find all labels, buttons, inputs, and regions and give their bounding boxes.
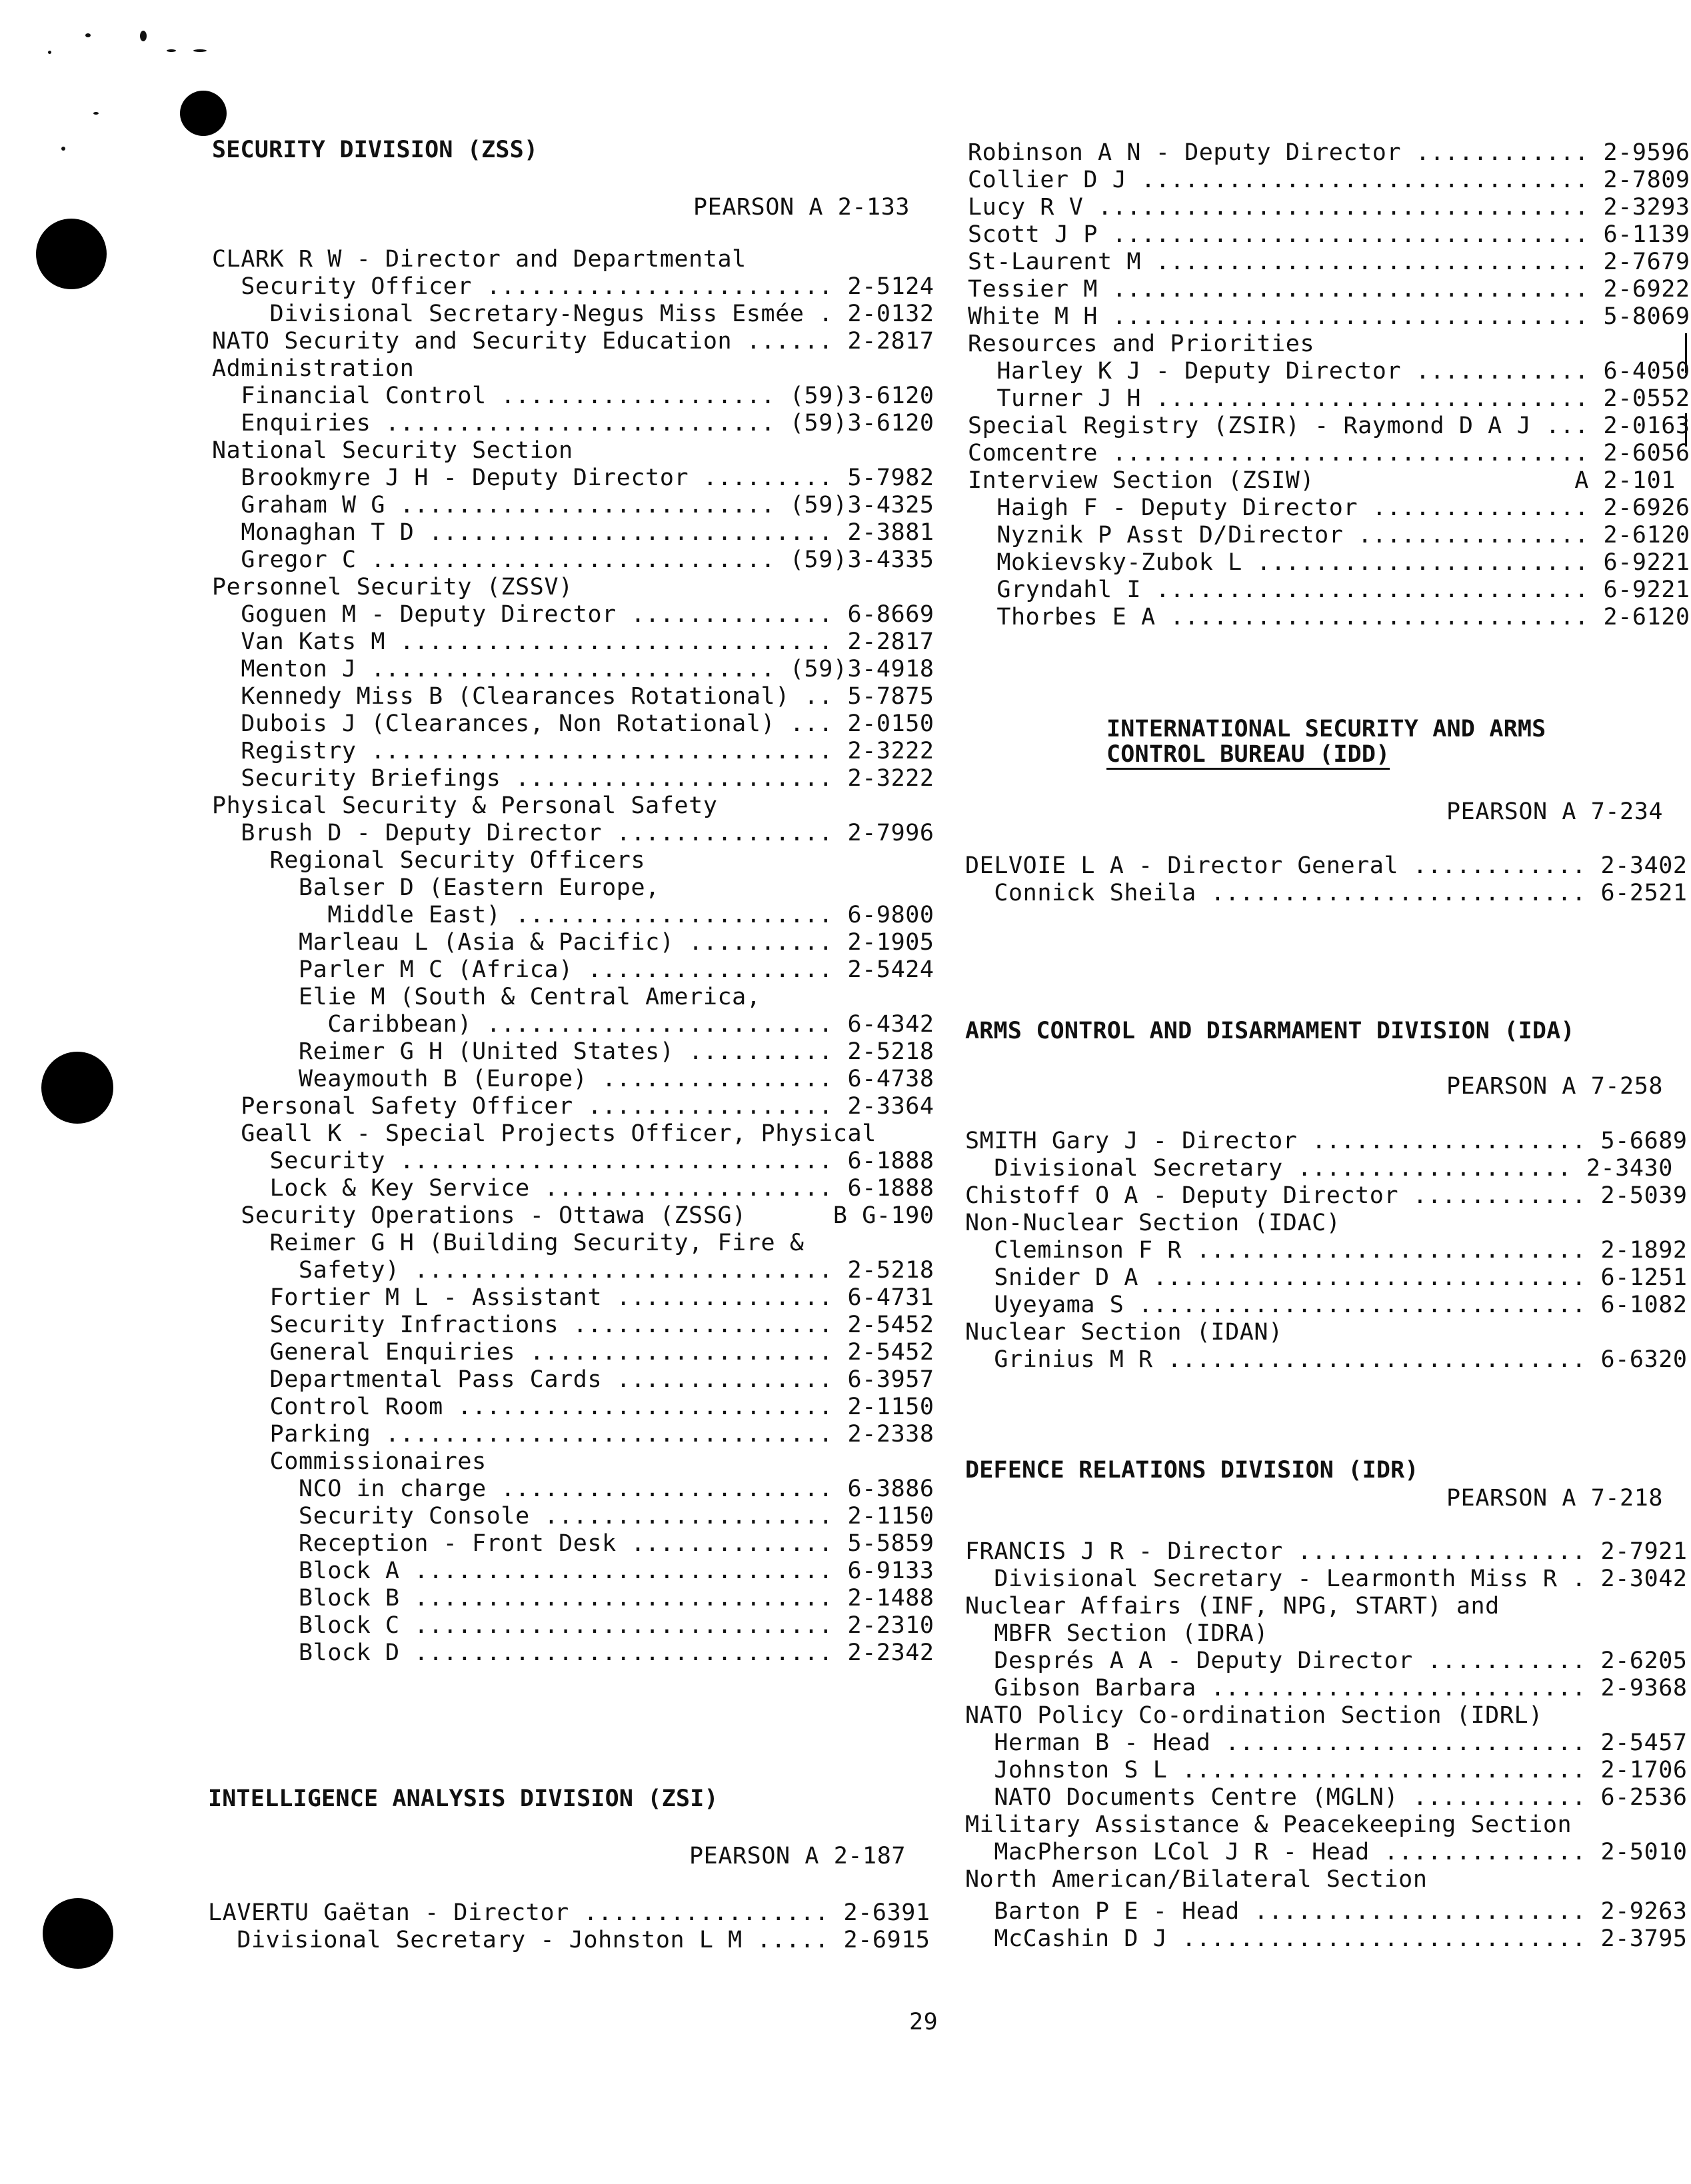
section-heading: DEFENCE RELATIONS DIVISION (IDR) — [965, 1457, 1419, 1484]
scan-speck — [140, 31, 147, 41]
directory-entry: Snider D A .............................. 6-1251 — [965, 1264, 1688, 1291]
directory-entry: Interview Section (ZSIW) A 2-101 — [968, 467, 1676, 494]
directory-entry: Cleminson F R ........................... 2-1892 — [965, 1237, 1688, 1264]
directory-entry: Security Infractions .................. 2-5452 — [212, 1312, 934, 1338]
directory-entry: Turner J H .............................. 2-0552 — [968, 385, 1690, 412]
directory-entry: DELVOIE L A - Director General ............ 2-3402 — [965, 852, 1688, 879]
location-label: PEARSON A 7-234 — [1446, 798, 1664, 825]
directory-entry: Block B ............................. 2-1488 — [212, 1585, 934, 1612]
directory-entry: MacPherson LCol J R - Head .............. 2-5010 — [965, 1839, 1688, 1865]
directory-entry: Gryndahl I .............................. 6-9221 — [968, 576, 1690, 603]
directory-entry: Elie M (South & Central America, — [212, 984, 761, 1010]
directory-entry: Scott J P ................................. 6-1139 — [968, 221, 1690, 248]
directory-entry: Gibson Barbara .......................... 2-9368 — [965, 1675, 1688, 1701]
directory-entry: Tessier M ................................. 2-6922 — [968, 276, 1690, 303]
scan-speck — [193, 49, 207, 52]
scan-speck — [93, 112, 99, 115]
section-heading: SECURITY DIVISION (ZSS) — [212, 137, 539, 163]
directory-entry: Reception - Front Desk .............. 5-5859 — [212, 1530, 934, 1557]
directory-entry: National Security Section — [212, 437, 573, 464]
directory-entry: Reimer G H (United States) .......... 2-5218 — [212, 1038, 934, 1065]
directory-entry: Fortier M L - Assistant ............... 6-4731 — [212, 1284, 934, 1311]
directory-entry: SMITH Gary J - Director ................... 5-6689 — [965, 1128, 1688, 1154]
directory-entry: Reimer G H (Building Security, Fire & — [212, 1230, 805, 1256]
directory-entry: Divisional Secretary - Learmonth Miss R . 2-3042 — [965, 1566, 1688, 1592]
directory-entry: Non-Nuclear Section (IDAC) — [965, 1210, 1341, 1236]
directory-entry: Personnel Security (ZSSV) — [212, 574, 573, 600]
directory-entry: Brush D - Deputy Director ............... 2-7996 — [212, 820, 934, 846]
directory-entry: Van Kats M .............................. 2-2817 — [212, 628, 934, 655]
directory-entry: Barton P E - Head ....................... 2-9263 — [965, 1898, 1688, 1925]
directory-entry: MBFR Section (IDRA) — [965, 1620, 1269, 1647]
scan-speck — [61, 147, 65, 151]
directory-entry: Personal Safety Officer ................. 2-3364 — [212, 1093, 934, 1120]
section-heading: INTERNATIONAL SECURITY AND ARMS — [1106, 716, 1546, 742]
location-label: PEARSON A 7-218 — [1446, 1485, 1664, 1512]
directory-entry: Security Officer ........................ 2-5124 — [212, 273, 934, 300]
directory-entry: General Enquiries ..................... 2-5452 — [212, 1339, 934, 1366]
directory-entry: Balser D (Eastern Europe, — [212, 874, 660, 901]
binder-hole — [41, 1052, 113, 1124]
location-label: PEARSON A 2-133 — [693, 194, 910, 221]
directory-entry: Block D ............................. 2-2342 — [212, 1639, 934, 1666]
directory-entry: NATO Policy Co-ordination Section (IDRL) — [965, 1702, 1543, 1729]
directory-entry: Monaghan T D ............................ 2-3881 — [212, 519, 934, 546]
directory-entry: Brookmyre J H - Deputy Director ......... 5-7982 — [212, 465, 934, 491]
directory-entry: Departmental Pass Cards ............... 6-3957 — [212, 1366, 934, 1393]
directory-entry: FRANCIS J R - Director .................... 2-7921 — [965, 1538, 1688, 1565]
directory-entry: Registry ................................ 2-3222 — [212, 738, 934, 764]
directory-entry: Collier D J ............................... 2-7809 — [968, 167, 1690, 193]
directory-entry: Safety) ............................. 2-5218 — [212, 1257, 934, 1284]
directory-entry: White M H ................................. 5-8069 — [968, 303, 1690, 330]
directory-entry: Nuclear Affairs (INF, NPG, START) and — [965, 1593, 1500, 1620]
directory-entry: Thorbes E A ............................. 2-6120 — [968, 604, 1690, 630]
scan-speck — [48, 51, 51, 54]
directory-entry: LAVERTU Gaëtan - Director ................. 2-6391 — [208, 1899, 930, 1926]
directory-entry: Parler M C (Africa) ................. 2-5424 — [212, 956, 934, 983]
directory-entry: Chistoff O A - Deputy Director ............ 2-5039 — [965, 1182, 1688, 1209]
directory-entry: St-Laurent M .............................. 2-7679 — [968, 249, 1690, 275]
directory-entry: Connick Sheila .......................... 6-2521 — [965, 880, 1688, 906]
directory-entry: Menton J ............................ (59)3-4918 — [212, 656, 934, 682]
directory-entry: Security .............................. 6-1888 — [212, 1148, 934, 1174]
directory-entry: Lock & Key Service .................... 6-1888 — [212, 1175, 934, 1202]
directory-entry: Block A ............................. 6-9133 — [212, 1558, 934, 1584]
directory-entry: Financial Control ................... (59)3-6120 — [212, 383, 934, 409]
directory-entry: Nuclear Section (IDAN) — [965, 1319, 1283, 1346]
directory-entry: Graham W G .......................... (59)3-4325 — [212, 492, 934, 519]
directory-entry: Caribbean) ........................ 6-4342 — [212, 1011, 934, 1038]
directory-entry: Administration — [212, 355, 415, 382]
directory-entry: Divisional Secretary - Johnston L M ..... 2-6915 — [208, 1927, 930, 1953]
directory-entry: Military Assistance & Peacekeeping Section — [965, 1811, 1572, 1838]
page-number: 29 — [909, 2009, 938, 2035]
section-heading: CONTROL BUREAU (IDD) — [1106, 742, 1390, 770]
directory-entry: Commissionaires — [212, 1448, 487, 1475]
directory-entry: CLARK R W - Director and Departmental — [212, 246, 747, 273]
section-heading: INTELLIGENCE ANALYSIS DIVISION (ZSI) — [208, 1785, 719, 1812]
location-label: PEARSON A 7-258 — [1446, 1073, 1664, 1100]
binder-hole — [43, 1898, 113, 1969]
directory-entry: Parking ............................... 2-2338 — [212, 1421, 934, 1448]
binder-hole — [180, 91, 227, 136]
directory-entry: Comcentre ................................. 2-6056 — [968, 440, 1690, 467]
directory-entry: Uyeyama S ............................... 6-1082 — [965, 1292, 1688, 1318]
directory-entry: Després A A - Deputy Director ........... 2-6205 — [965, 1647, 1688, 1674]
directory-entry: Physical Security & Personal Safety — [212, 792, 718, 819]
directory-entry: Middle East) ...................... 6-9800 — [212, 902, 934, 928]
directory-entry: Regional Security Officers — [212, 847, 646, 874]
directory-entry: McCashin D J ............................ 2-3795 — [965, 1925, 1688, 1952]
scan-speck — [167, 49, 176, 52]
directory-entry: Divisional Secretary ................... 2-3430 — [965, 1155, 1673, 1182]
directory-entry: Security Briefings ...................... 2-3222 — [212, 765, 934, 792]
directory-entry: Dubois J (Clearances, Non Rotational) ... 2-0150 — [212, 710, 934, 737]
directory-entry: Robinson A N - Deputy Director ............ 2-9596 — [968, 139, 1690, 166]
directory-entry: Herman B - Head ......................... 2-5457 — [965, 1729, 1688, 1756]
directory-entry: Geall K - Special Projects Officer, Physical — [212, 1120, 876, 1147]
section-heading: ARMS CONTROL AND DISARMAMENT DIVISION (IDA) — [965, 1018, 1575, 1044]
directory-entry: NATO Documents Centre (MGLN) ............ 6-2536 — [965, 1784, 1688, 1811]
directory-entry: Weaymouth B (Europe) ................ 6-4738 — [212, 1066, 934, 1092]
directory-entry: Kennedy Miss B (Clearances Rotational) .. 5-7875 — [212, 683, 934, 710]
directory-entry: Divisional Secretary-Negus Miss Esmée . 2-0132 — [212, 301, 934, 327]
directory-entry: Goguen M - Deputy Director .............. 6-8669 — [212, 601, 934, 628]
directory-entry: Lucy R V .................................. 2-3293 — [968, 194, 1690, 221]
directory-entry: Enquiries ........................... (59)3-6120 — [212, 410, 934, 437]
directory-entry: Haigh F - Deputy Director ............... 2-6926 — [968, 495, 1690, 521]
directory-entry: Block C ............................. 2-2310 — [212, 1612, 934, 1639]
directory-entry: Nyznik P Asst D/Director ................ 2-6120 — [968, 522, 1690, 548]
binder-hole — [36, 219, 107, 289]
directory-entry: Special Registry (ZSIR) - Raymond D A J ... 2-0163 — [968, 413, 1690, 439]
directory-entry: Gregor C ............................ (59)3-4335 — [212, 546, 934, 573]
scan-speck — [85, 33, 91, 37]
directory-entry: Johnston S L ............................ 2-1706 — [965, 1757, 1688, 1783]
directory-entry: Grinius M R ............................. 6-6320 — [965, 1346, 1688, 1373]
directory-entry: NATO Security and Security Education ...... 2-2817 — [212, 328, 934, 355]
directory-entry: North American/Bilateral Section — [965, 1866, 1428, 1893]
directory-entry: Security Operations - Ottawa (ZSSG) B G-190 — [212, 1202, 934, 1229]
directory-entry: Harley K J - Deputy Director ............ 6-4050 — [968, 358, 1690, 385]
directory-entry: Resources and Priorities — [968, 331, 1315, 357]
directory-entry: Security Console .................... 2-1150 — [212, 1503, 934, 1530]
location-label: PEARSON A 2-187 — [689, 1843, 906, 1869]
directory-entry: Control Room .......................... 2-1150 — [212, 1394, 934, 1420]
directory-entry: Marleau L (Asia & Pacific) .......... 2-1905 — [212, 929, 934, 956]
directory-entry: Mokievsky-Zubok L ....................... 6-9221 — [968, 549, 1690, 576]
directory-entry: NCO in charge ....................... 6-3886 — [212, 1476, 934, 1502]
